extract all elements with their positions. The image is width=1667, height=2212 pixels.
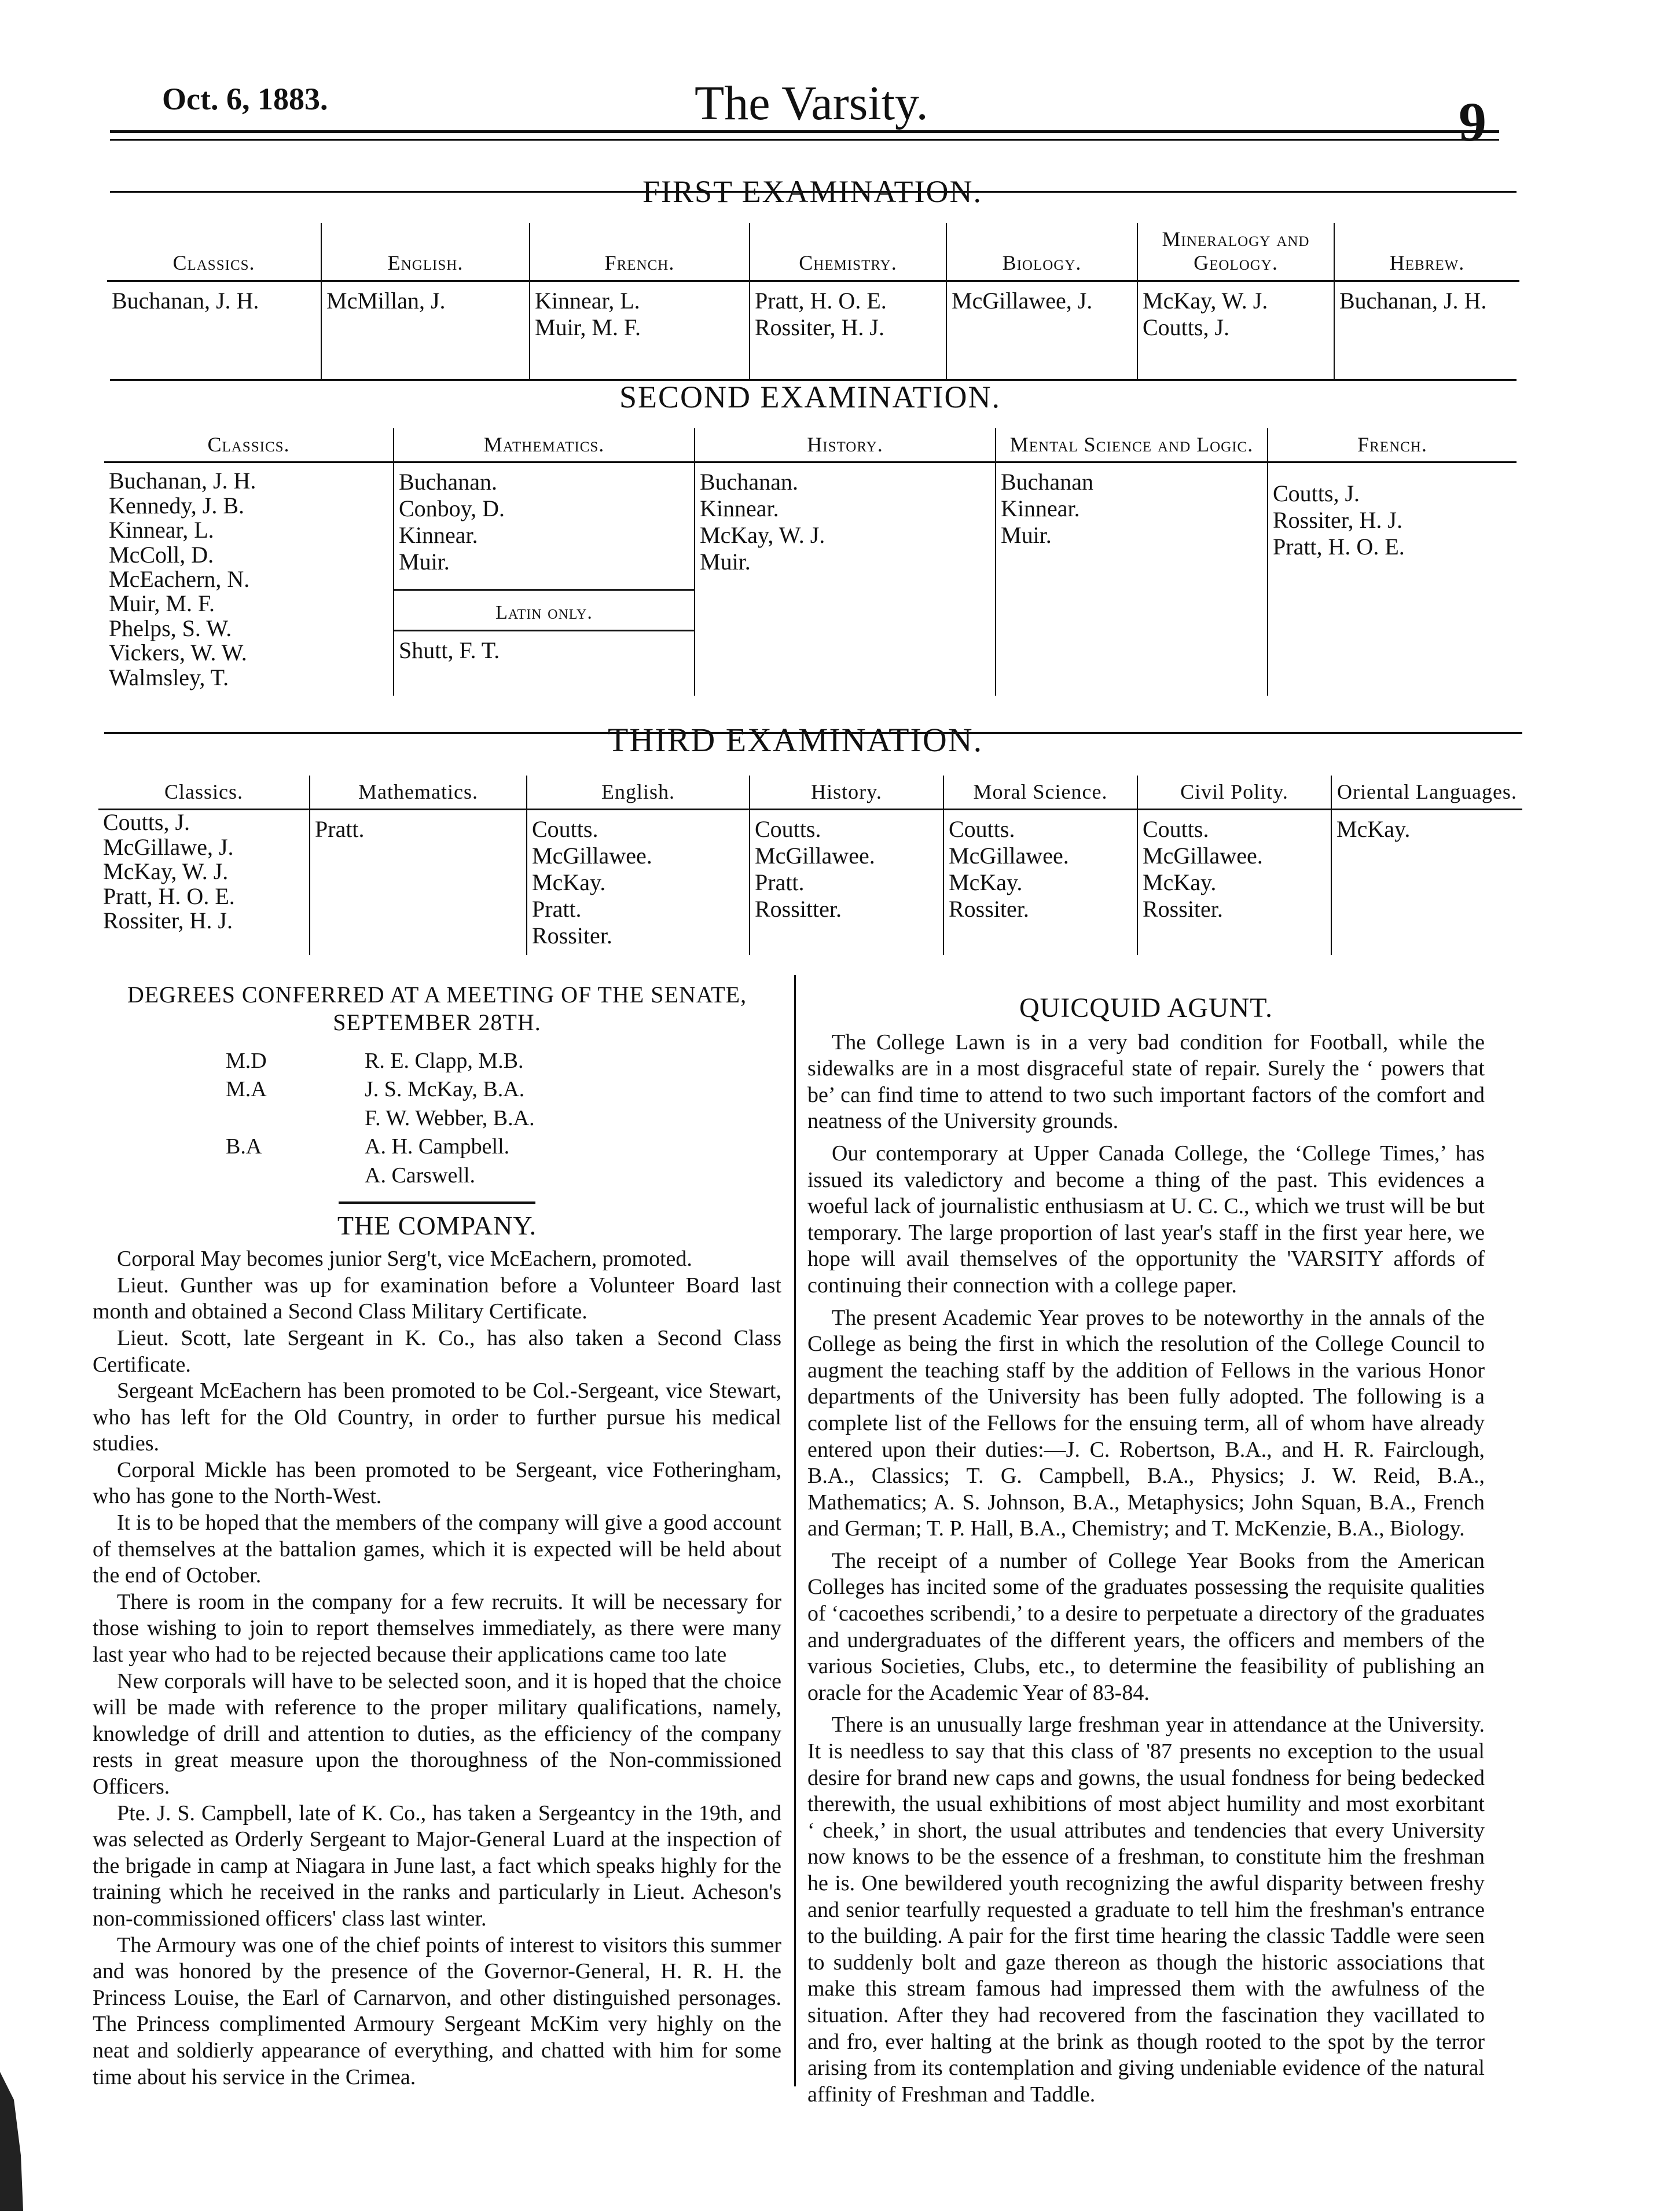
column-heading-chemistry: Chemistry. [750, 223, 946, 281]
issue-date: Oct. 6, 1883. [162, 82, 328, 116]
degrees-date: SEPTEMBER 28TH. [333, 1009, 541, 1035]
latin-only-label: Latin only. [394, 589, 694, 631]
company-paragraph: The Armoury was one of the chief points of interest to visitors this summer and was honored by the presence of the Governor-General, H. R. H. the Princess Louise, the Earl of Carnarvon, and other distinguished personages. The Princess complimented Armoury Sergeant McKim very highly on the neat and soldierly appearance of everything, and chatted with him for some time about his service in the Crimea. [93, 1932, 781, 2089]
column-divider [794, 975, 796, 2086]
company-heading: THE COMPANY. [337, 1210, 537, 1240]
column-heading-classics: Classics. [107, 223, 321, 281]
company-paragraph: There is room in the company for a few recruits. It will be necessary for those wishing to join to report themselves immediately, as there were many last year who had to be rejected because their applications came too late [93, 1589, 781, 1667]
classics-list: Buchanan, J. H. [112, 287, 259, 314]
column-heading-oriental-languages: Oriental Languages. [1331, 776, 1522, 810]
mineralogy-list: McKay, W. J. Coutts, J. [1137, 281, 1334, 379]
quicquid-paragraph: The receipt of a number of College Year Books from the American Colleges has incited some of the graduates possessing the requisite qualities of ‘cacoethes scribendi,’ to a desire to perpetuate a directory of the graduates and undergraduates of the different years, the officers and members of the various Societies, Clubs, etc., to determine the feasibility of publishing an oracle for the Academic Year of 83-84. [807, 1548, 1485, 1705]
column-heading-history: History. [750, 776, 943, 810]
third-exam-title: THIRD EXAMINATION. [608, 721, 983, 759]
column-heading-classics: Classics. [98, 776, 310, 810]
mathematics-list: Pratt. [310, 810, 527, 956]
biology-list: McGillawee, J. [946, 281, 1137, 379]
degrees-heading: DEGREES CONFERRED AT A MEETING OF THE SENATE, [127, 982, 747, 1008]
third-exam-table [98, 776, 1522, 955]
english-list: Coutts. McGillawee. McKay. Pratt. Rossiter. [527, 810, 750, 956]
column-heading-history: History. [695, 428, 996, 462]
column-heading-mental-science: Mental Science and Logic. [996, 428, 1268, 462]
civil-polity-list: Coutts. McGillawee. McKay. Rossiter. [1137, 810, 1331, 956]
company-paragraph: Pte. J. S. Campbell, late of K. Co., has taken a Sergeantcy in the 19th, and was selected as Orderly Sergeant to Major-General Luard at the inspection of the brigade in camp at Niagara in June last, a fact which speaks highly for the training which he received in the ranks and particularly in Lieut. Acheson's non-commissioned officers' class last winter. [93, 1801, 781, 1931]
history-list: Coutts. McGillawee. Pratt. Rossitter. [750, 810, 943, 956]
column-heading-mineralogy: Mineralogy and Geology. [1137, 223, 1334, 281]
right-column [807, 981, 1485, 2108]
column-heading-hebrew: Hebrew. [1334, 223, 1519, 281]
oriental-languages-list: McKay. [1331, 810, 1522, 956]
scan-edge-shadow [0, 2072, 23, 2211]
company-paragraph: Lieut. Scott, late Sergeant in K. Co., has also taken a Second Class Certificate. [93, 1325, 781, 1377]
history-list: Buchanan. Kinnear. McKay, W. J. Muir. [695, 462, 996, 696]
quicquid-paragraph: The College Lawn is in a very bad condition for Football, while the sidewalks are in a most disgraceful state of repair. Surely the ‘ powers that be’ can find time to attend to two such important factors of the comfort and neatness of the University grounds. [807, 1030, 1485, 1134]
second-exam-title: SECOND EXAMINATION. [619, 380, 1001, 414]
section-separator [339, 1201, 535, 1204]
company-paragraph: It is to be hoped that the members of the company will give a good account of themselves at the battalion games, which it is expected will be held about the end of October. [93, 1511, 781, 1588]
company-paragraph: Corporal Mickle has been promoted to be Sergeant, vice Fotheringham, who has gone to the North-West. [93, 1457, 781, 1509]
classics-list: Coutts, J. McGillawe, J. McKay, W. J. Pratt, H. O. E. Rossiter, H. J. [103, 809, 235, 934]
company-paragraph: Sergeant McEachern has been promoted to be Col.-Sergeant, vice Stewart, who has left for the Old Country, in order to further pursue his medical studies. [93, 1379, 781, 1456]
column-heading-moral-science: Moral Science. [943, 776, 1137, 810]
column-heading-french: French. [530, 223, 750, 281]
french-list: Coutts, J. Rossiter, H. J. Pratt, H. O. E. [1268, 462, 1517, 696]
degree-row: F. W. Webber, B.A. [365, 1105, 535, 1130]
quicquid-paragraph: There is an unusually large freshman year in attendance at the University. It is needless to say that this class of '87 presents no exception to the usual desire for brand new caps and gowns, the usual fondness for being bedecked therewith, the usual exhibitions of most abject humility and most exorbitant ‘ cheek,’ in short, the usual attributes and tendencies that every University now knows to be the essence of a freshman, to constitute him the freshman he is. One bewildered youth recognizing the awful disparity between freshy and senior tearfully requested a graduate to tell him the freshman's entrance to the building. A pair for the first time hearing the classic Taddle were seen to suddenly bolt and gaze thereon as though the historic associations that make this stream famous had impressed them with the awfulness of the situation. After they had recovered from the fascination they vacillated to and fro, ever halting at the brink as though rooted to the spot by the terror arising from its contemplation and giving undeniable evidence of the natural affinity of Freshman and Taddle. [807, 1713, 1485, 2107]
company-paragraph: Corporal May becomes junior Serg't, vice McEachern, promoted. [117, 1247, 692, 1272]
chemistry-list: Pratt, H. O. E. Rossiter, H. J. [750, 281, 946, 379]
mental-science-list: Buchanan Kinnear. Muir. [996, 462, 1268, 696]
mathematics-list: Buchanan. Conboy, D. Kinnear. Muir. Latin only. Shutt, F. T. [394, 462, 695, 696]
moral-science-list: Coutts. McGillawee. McKay. Rossiter. [943, 810, 1137, 956]
column-heading-english: English. [321, 223, 530, 281]
column-heading-mathematics: Mathematics. [394, 428, 695, 462]
column-heading-civil-polity: Civil Polity. [1137, 776, 1331, 810]
first-exam-title: FIRST EXAMINATION. [642, 174, 983, 209]
quicquid-paragraph: Our contemporary at Upper Canada College, the ‘College Times,’ has issued its valedictory and become a thing of the past. This evidences a woeful lack of journalistic enthusiasm at U. C. C., which we trust will be but temporary. The large proportion of last year's staff in the first year here, we hope will avail themselves of the opportunity the 'VARSITY affords of continuing their connection with a college paper. [807, 1141, 1485, 1298]
column-heading-french: French. [1268, 428, 1517, 462]
degree-row: M.D R. E. Clapp, M.B. [226, 1049, 524, 1073]
column-heading-classics: Classics. [104, 428, 394, 462]
degree-row: B.A A. H. Campbell. [226, 1134, 510, 1159]
degree-row: M.A J. S. McKay, B.A. [226, 1077, 525, 1102]
hebrew-list: Buchanan, J. H. [1334, 281, 1519, 379]
classics-list: Buchanan, J. H. Kennedy, J. B. Kinnear, L. McColl, D. McEachern, N. Muir, M. F. Phelps, S. W. Vickers, W. W. Walmsley, T. [109, 468, 256, 690]
left-column [93, 981, 781, 2090]
masthead-title: The Varsity. [695, 76, 928, 130]
french-list: Kinnear, L. Muir, M. F. [530, 281, 750, 379]
quicquid-paragraph: The present Academic Year proves to be noteworthy in the annals of the College as being the first in which the resolution of the College Council to augment the teaching staff by the addition of Fellows in the various Honor departments of the University has been fully adopted. The following is a complete list of the Fellows for the ensuing term, all of whom have already entered upon their duties:—J. C. Robertson, B.A., and H. R. Fairclough, B.A., Classics; T. G. Campbell, B.A., Physics; J. W. Reid, B.A., Mathematics; A. S. Johnson, B.A., Metaphysics; John Squan, B.A., French and German; T. P. Hall, B.A., Chemistry; and T. McKenzie, B.A., Biology. [807, 1305, 1485, 1541]
second-exam-table [104, 428, 1517, 696]
degree-row: A. Carswell. [365, 1163, 476, 1188]
quicquid-heading: QUICQUID AGUNT. [1019, 993, 1273, 1023]
header-rule-2 [110, 139, 1499, 141]
page-number: 9 [1459, 91, 1486, 153]
header-rule [110, 130, 1499, 133]
column-heading-mathematics: Mathematics. [310, 776, 527, 810]
english-list: McMillan, J. [321, 281, 530, 379]
degrees-list [226, 1047, 781, 1190]
company-paragraph: Lieut. Gunther was up for examination before a Volunteer Board last month and obtained a Second Class Military Certificate. [93, 1273, 781, 1324]
column-heading-biology: Biology. [946, 223, 1137, 281]
column-heading-english: English. [527, 776, 750, 810]
first-exam-table [107, 223, 1519, 379]
company-paragraph: New corporals will have to be selected soon, and it is hoped that the choice will be made with reference to the proper military qualifications, namely, knowledge of drill and attention to duties, as the efficiency of the company rests in great measure upon the thoroughness of the Non-commissioned Officers. [93, 1669, 781, 1799]
